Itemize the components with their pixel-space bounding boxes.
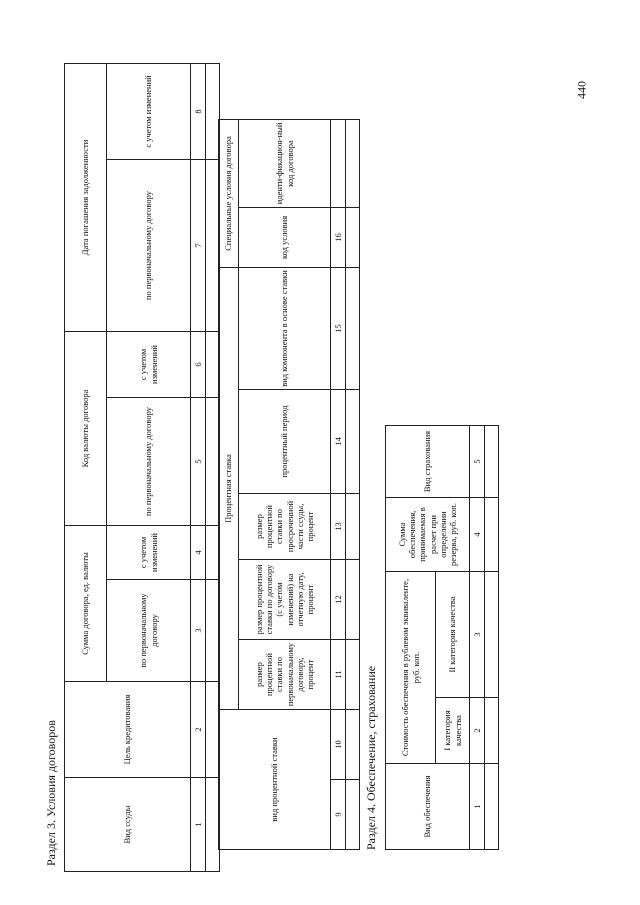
header-contract-id-code: иденти-фикацион-ный код договора [239, 119, 331, 207]
header-insurance-type: Вид страхования [386, 426, 470, 498]
contract-terms-table [64, 63, 220, 872]
header-quality-category-2: II категория качества [436, 572, 470, 698]
column-number: 5 [470, 426, 485, 498]
column-number: 2 [470, 698, 485, 764]
column-number: 3 [470, 572, 485, 698]
header-currency-code: Код валюты договора [65, 331, 107, 525]
header-collateral-type: Вид обеспечения [386, 764, 470, 850]
header-rate-component: вид компонента в основе ставки [239, 267, 331, 389]
header-rate-type: вид процентной ставки [219, 710, 331, 850]
column-number: 5 [191, 397, 206, 525]
table-row [485, 426, 499, 850]
column-number: 1 [470, 764, 485, 850]
header-condition-code: код условия [239, 207, 331, 267]
subheader-amount-original: по первоначальному договору [107, 580, 191, 682]
column-number: 3 [191, 580, 206, 682]
section3-title: Раздел 3. Условия договоров [44, 720, 58, 866]
header-special-conditions: Специальные условия договора [219, 119, 239, 267]
rotated-page-content [40, 50, 510, 880]
header-interest-period: процентный период [239, 390, 331, 494]
header-repayment-date: Дата погашения задолженности [65, 63, 107, 331]
header-collateral-value: Стоимость обеспечения в рублевом эквиваленте, руб. коп. [386, 572, 436, 764]
column-number: 13 [331, 494, 346, 560]
column-number: 14 [331, 390, 346, 494]
header-rate-original: размер процентной ставки по первоначальному договору, процент [239, 640, 331, 710]
column-number: 10 [331, 710, 346, 780]
collateral-table [385, 425, 499, 850]
column-number: 2 [191, 682, 206, 778]
header-interest-rate: Процентная ставка [219, 267, 239, 709]
header-purpose: Цель кредитования [65, 682, 191, 778]
subheader-repayment-changes: с учетом изменений [107, 63, 191, 159]
header-rate-current: размер процентной ставки по договору (с учетом изменений) на отчетную дату, процент [239, 560, 331, 640]
subheader-currency-changes: с учетом изменений [107, 331, 191, 397]
interest-rate-table [218, 119, 360, 850]
column-number: 15 [331, 267, 346, 389]
column-number: 11 [331, 640, 346, 710]
column-number: 8 [191, 63, 206, 159]
subheader-amount-changes: с учетом изменений [107, 525, 191, 579]
subheader-repayment-original: по первоначальному договору [107, 159, 191, 331]
column-number: 7 [191, 159, 206, 331]
column-number [331, 119, 346, 207]
column-number: 4 [470, 498, 485, 572]
section4-title: Раздел 4. Обеспечение, страхование [364, 665, 378, 850]
header-quality-category-1: I категория качества [436, 698, 470, 764]
column-number: 6 [191, 331, 206, 397]
column-number: 12 [331, 560, 346, 640]
page-number: 440 [574, 81, 589, 99]
column-number: 1 [191, 778, 206, 872]
column-number: 4 [191, 525, 206, 579]
table-row [346, 119, 360, 849]
header-rate-overdue: размер процентной ставки по просроченной части ссуды, процент [239, 494, 331, 560]
subheader-currency-original: по первоначальному договору [107, 397, 191, 525]
header-contract-amount: Сумма договора, ед. валюты [65, 525, 107, 681]
header-collateral-amount: Сумма обеспечения, принимаемая в расчет при определении резерва, руб. коп. [386, 498, 470, 572]
column-number: 16 [331, 207, 346, 267]
column-number: 9 [331, 780, 346, 850]
header-loan-type: Вид ссуды [65, 778, 191, 872]
